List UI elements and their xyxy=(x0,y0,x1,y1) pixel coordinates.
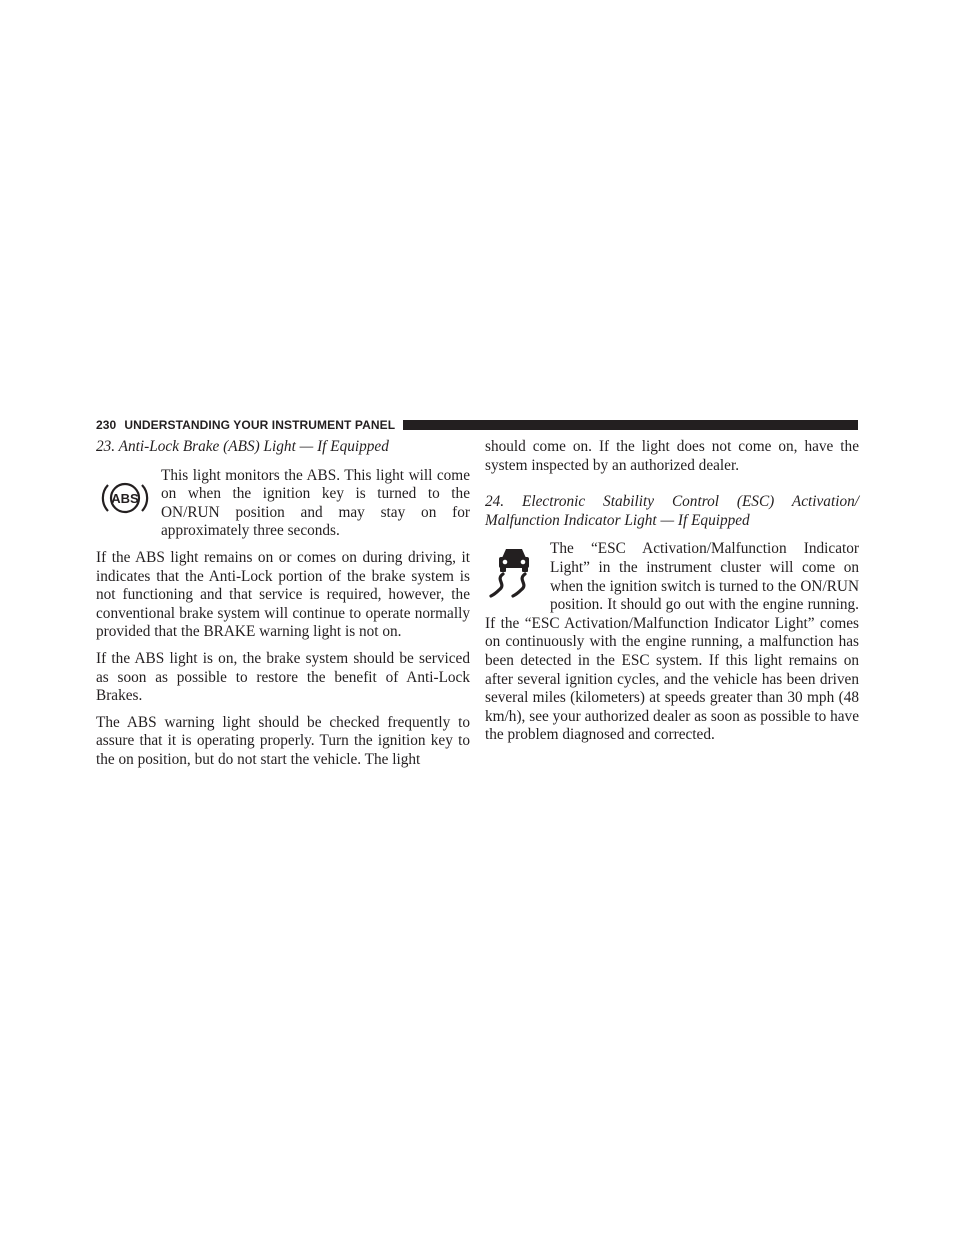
esc-body-block xyxy=(485,540,859,745)
esc-body-text: The “ESC Activation/Malfunction Indicator Light” in the instrument cluster will come on when the ignition switch is turned to the ON/RUN position. It should go out with the engine running. If the “ESC Activation/Malfunction Indicator Light” comes on continuously with the engine running, a malfunction has been detected in the ESC system. If this light remains on after several ignition cycles, and the vehicle has been driven several miles (kilometers) at speeds greater than 30 mph (48 km/h), see your authorized dealer as soon as possible to have the problem diagnosed and corrected. xyxy=(485,540,859,744)
page-header xyxy=(96,416,858,434)
right-column xyxy=(485,438,859,745)
left-column xyxy=(96,438,470,770)
abs-icon-text: ABS xyxy=(111,490,139,506)
page-number: 230 xyxy=(96,418,117,432)
abs-paragraph-1: If the ABS light remains on or comes on during driving, it indicates that the Anti-Lock portion of the brake system is not functioning and that service is required, however, the conventional brake system will continue to operate normally provided that the BRAKE warning light is not on. xyxy=(96,548,470,641)
esc-skid-car-icon xyxy=(485,544,543,606)
esc-heading: 24. Electronic Stability Control (ESC) Activation/ Malfunction Indicator Light — If Equipped xyxy=(485,493,859,529)
abs-heading: 23. Anti-Lock Brake (ABS) Light — If Equipped xyxy=(96,438,389,455)
abs-intro-block xyxy=(96,467,470,541)
abs-paragraph-3: The ABS warning light should be checked frequently to assure that it is operating properly. Turn the ignition key to the on position, but do not start the vehicle. The light xyxy=(96,713,470,768)
abs-warning-icon xyxy=(96,469,154,527)
abs-intro-text: This light monitors the ABS. This light will come on when the ignition key is turned to the ON/RUN position and may stay on for approximately three seconds. xyxy=(161,466,470,540)
header-rule xyxy=(403,420,858,430)
abs-continuation: should come on. If the light does not come on, have the system inspected by an authorized dealer. xyxy=(485,438,859,474)
section-title: UNDERSTANDING YOUR INSTRUMENT PANEL xyxy=(124,418,396,432)
abs-paragraph-2: If the ABS light is on, the brake system should be serviced as soon as possible to restore the benefit of Anti-Lock Brakes. xyxy=(96,649,470,705)
